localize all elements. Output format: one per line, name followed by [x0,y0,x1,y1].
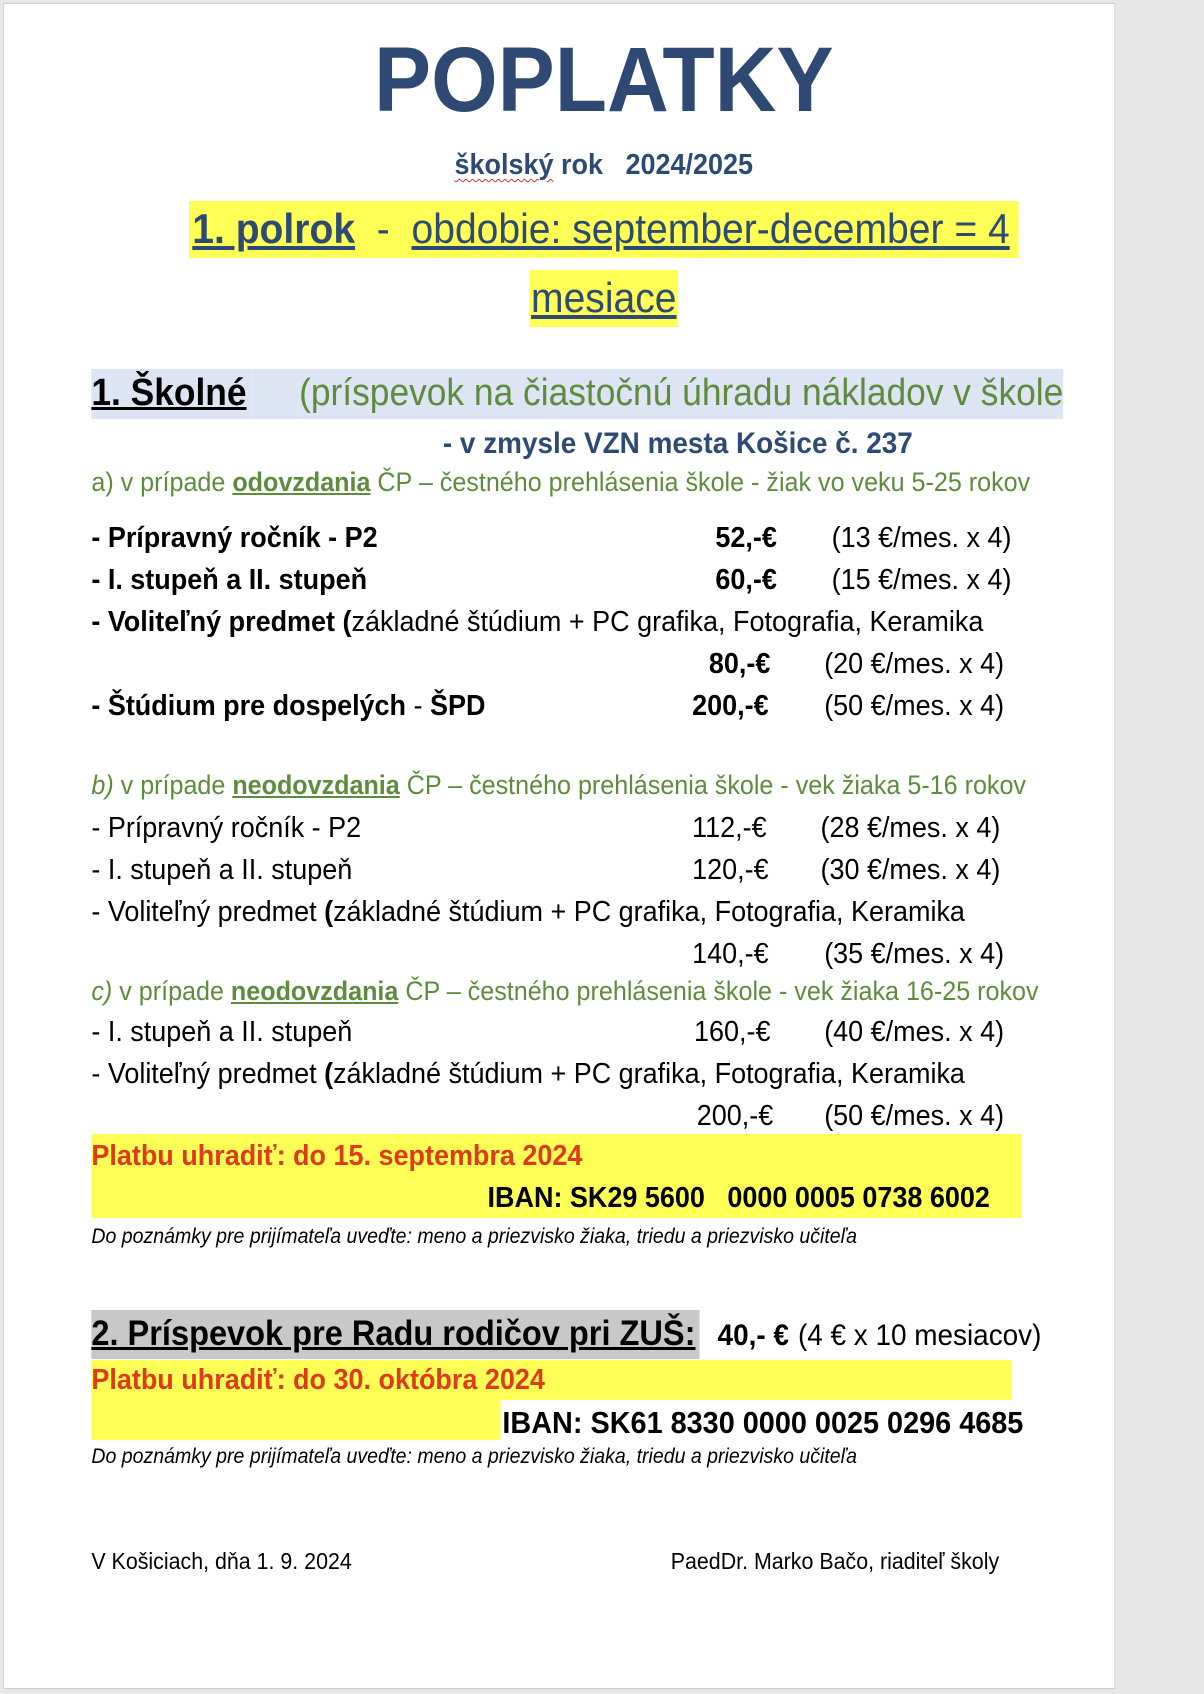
fee-row-a1-amount: 52,-€ [715,522,777,554]
section-a-key: odovzdania [232,467,371,497]
section-a-intro: a) v prípade odovzdania ČP – čestného prehlásenia škole - žiak vo veku 5-25 rokov [91,467,1031,497]
payment2-highlight-2 [91,1400,500,1440]
fee-row-a1-detail: (13 €/mes. x 4) [831,522,1012,554]
fee-row-b2-detail: (30 €/mes. x 4) [820,854,1001,886]
fee-row-b1-amount: 112,-€ [692,812,767,844]
period-line-1 [4,205,1204,252]
section1-subtitle: (príspevok na čiastočnú úhradu nákladov v škole [299,369,1063,419]
school-year-word2: rok [561,149,604,181]
fee-row-a4-detail: (50 €/mes. x 4) [824,690,1005,722]
place-date: V Košiciach, dňa 1. 9. 2024 [91,1548,352,1574]
fee-row-a2-label: - I. stupeň a II. stupeň [91,564,368,596]
fee-row-a2-amount: 60,-€ [715,564,777,596]
fee-row-a3-label: - Voliteľný predmet (základné štúdium + PC grafika, Fotografia, Keramika [91,606,984,638]
period-line-2 [4,274,1204,321]
section2-heading: 2. Príspevok pre Radu rodičov pri ZUŠ: [91,1310,699,1359]
payment1-note: Do poznámky pre prijímateľa uveďte: meno a priezvisko žiaka, triedu a priezvisko učiteľa [91,1225,858,1248]
document-page [3,3,1115,1689]
fee-row-c1-detail: (40 €/mes. x 4) [824,1016,1005,1048]
section2-line [91,1316,1041,1351]
period-label: 1. polrok [192,205,356,252]
fee-row-b2-amount: 120,-€ [692,854,769,886]
payment1-iban: IBAN: SK29 5600 0000 0005 0738 6002 [487,1182,990,1214]
section1-heading: 1. Školné [91,369,252,419]
school-year [4,151,1204,180]
fee-row-a2-detail: (15 €/mes. x 4) [831,564,1012,596]
fee-row-b1-label: - Prípravný ročník - P2 [91,812,362,844]
page-title: POPLATKY [374,29,834,131]
school-year-word: školský [454,149,554,181]
fee-row-b2-label: - I. stupeň a II. stupeň [91,854,353,886]
fee-row-a4-amount: 200,-€ [692,690,769,722]
fee-row-a1-label: - Prípravný ročník - P2 [91,522,378,554]
period-text2: mesiace [529,270,678,327]
payment2-iban: IBAN: SK61 8330 0000 0025 0296 4685 [502,1405,1024,1440]
section1-heading-line [91,374,1063,412]
school-year-value: 2024/2025 [625,149,753,181]
fee-row-c2-amount: 200,-€ [696,1100,774,1132]
fee-row-a3-detail: (20 €/mes. x 4) [824,648,1005,680]
section-b-key: neodovzdania [232,770,400,800]
payment2-due: Platbu uhradiť: do 30. októbra 2024 [91,1364,545,1396]
fee-row-c2-detail: (50 €/mes. x 4) [824,1100,1005,1132]
section2-amount: 40,- € [717,1319,789,1352]
fee-row-c1-label: - I. stupeň a II. stupeň [91,1016,353,1048]
period-dash: - [376,205,390,252]
vzn-reference: - v zmysle VZN mesta Košice č. 237 [442,427,913,460]
fee-row-a3-amount: 80,-€ [708,648,771,680]
period-text: obdobie: september-december = 4 [411,205,1010,252]
fee-row-b3-detail: (35 €/mes. x 4) [824,938,1005,970]
section-c-intro: c) v prípade neodovzdania ČP – čestného prehlásenia škole - vek žiaka 16-25 rokov [91,976,1039,1006]
fee-row-b1-detail: (28 €/mes. x 4) [820,812,1001,844]
fee-row-c2-label: - Voliteľný predmet (základné štúdium + PC grafika, Fotografia, Keramika [91,1058,965,1090]
payment1-due: Platbu uhradiť: do 15. septembra 2024 [91,1140,583,1172]
signature: PaedDr. Marko Bačo, riaditeľ školy [670,1548,1000,1574]
fee-row-c1-amount: 160,-€ [693,1016,771,1048]
section-b-intro: b) v prípade neodovzdania ČP – čestného prehlásenia škole - vek žiaka 5-16 rokov [91,770,1027,800]
fee-row-b3-amount: 140,-€ [692,938,769,970]
section-c-key: neodovzdania [230,976,399,1006]
payment2-note: Do poznámky pre prijímateľa uveďte: meno a priezvisko žiaka, triedu a priezvisko učiteľa [91,1445,858,1468]
section2-detail: (4 € x 10 mesiacov) [797,1319,1042,1352]
fee-row-b3-label: - Voliteľný predmet (základné štúdium + PC grafika, Fotografia, Keramika [91,896,965,928]
fee-row-a4-label: - Štúdium pre dospelých - ŠPD [91,690,486,722]
